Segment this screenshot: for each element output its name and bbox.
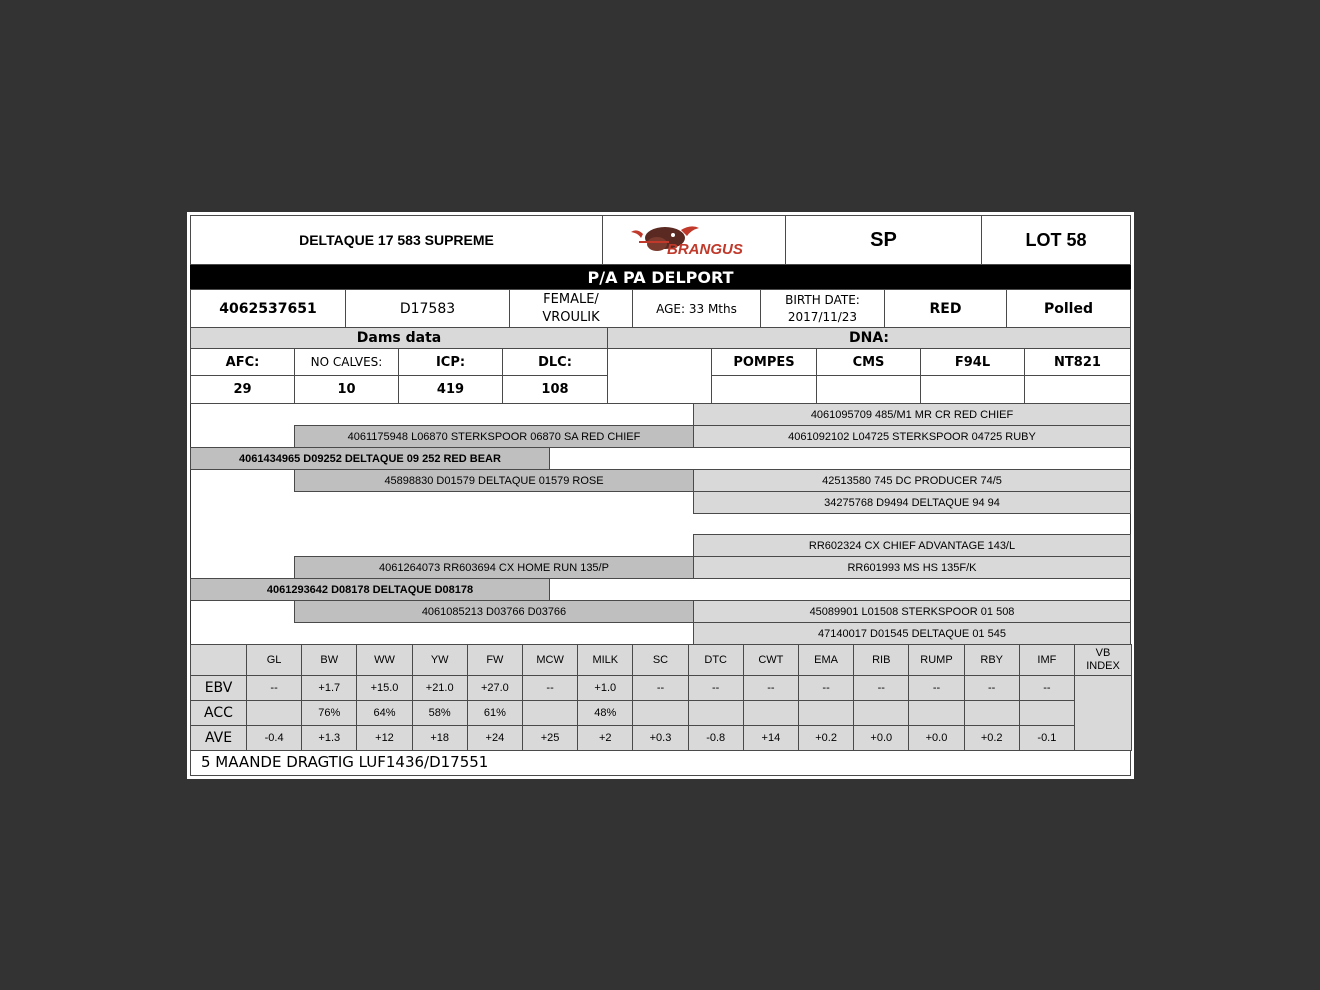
dlc-value: 108 <box>502 375 608 404</box>
ebv-cell-ebv-imf: -- <box>1019 675 1075 701</box>
ebv-cell-acc-ema <box>798 700 854 726</box>
animal-name: DELTAQUE 17 583 SUPREME <box>190 215 603 265</box>
ebv-cell-ebv-cwt: -- <box>743 675 799 701</box>
ebv-cell-ave-cwt: +14 <box>743 725 799 751</box>
pedigree-dam: 4061293642 D08178 DELTAQUE D08178 <box>190 578 550 601</box>
birth-date-label: BIRTH DATE: <box>785 292 860 307</box>
ebv-cell-acc-milk: 48% <box>577 700 633 726</box>
no-calves-value: 10 <box>294 375 399 404</box>
afc-value: 29 <box>190 375 295 404</box>
animal-id: D17583 <box>345 289 510 328</box>
ebv-cell-ave-milk: +2 <box>577 725 633 751</box>
pedigree-dam-dam: 4061085213 D03766 D03766 <box>294 600 694 623</box>
ebv-cell-ebv-mcw: -- <box>522 675 578 701</box>
ebv-cell-ave-dtc: -0.8 <box>688 725 744 751</box>
vb-index-label-2: INDEX <box>1086 660 1120 672</box>
ebv-cell-ave-yw: +18 <box>412 725 468 751</box>
ebv-cell-ave-rump: +0.0 <box>908 725 964 751</box>
vb-index-label-1: VB <box>1095 647 1111 659</box>
ebv-cell-ebv-rib: -- <box>853 675 909 701</box>
ebv-cell-ebv-yw: +21.0 <box>412 675 468 701</box>
logo-text: BRANGUS <box>667 241 743 258</box>
ebv-col-fw: FW <box>467 644 523 676</box>
ebv-row-label-ebv: EBV <box>190 675 247 701</box>
dna-blank-cell <box>607 348 712 404</box>
ebv-cell-ave-rib: +0.0 <box>853 725 909 751</box>
pedigree-dam-dam-dam: 47140017 D01545 DELTAQUE 01 545 <box>693 622 1131 645</box>
ebv-cell-acc-rby <box>964 700 1020 726</box>
ebv-cell-ebv-dtc: -- <box>688 675 744 701</box>
icp-label: ICP: <box>398 348 503 376</box>
pedigree-sire-sire-sire: 4061095709 485/M1 MR CR RED CHIEF <box>693 403 1131 426</box>
birth-date-field <box>760 289 885 328</box>
ebv-col-ema: EMA <box>798 644 854 676</box>
ebv-cell-ave-imf: -0.1 <box>1019 725 1075 751</box>
ebv-col-rump: RUMP <box>908 644 964 676</box>
brangus-logo <box>602 215 786 265</box>
footer-note: 5 MAANDE DRAGTIG LUF1436/D17551 <box>190 748 1131 776</box>
ebv-cell-ebv-fw: +27.0 <box>467 675 523 701</box>
ebv-cell-ave-mcw: +25 <box>522 725 578 751</box>
pedigree-sire-dam-dam: 34275768 D9494 DELTAQUE 94 94 <box>693 491 1131 514</box>
dna-pompes-value <box>711 375 817 404</box>
ebv-cell-acc-fw: 61% <box>467 700 523 726</box>
dams-data-header: Dams data <box>190 327 608 349</box>
sex-field <box>509 289 633 328</box>
pedigree-dam-dam-sire: 45089901 L01508 STERKSPOOR 01 508 <box>693 600 1131 623</box>
ebv-cell-ave-ema: +0.2 <box>798 725 854 751</box>
ebv-col-vb-index <box>1074 644 1132 676</box>
vb-index-value <box>1074 675 1132 751</box>
dna-f94l-value <box>920 375 1025 404</box>
ebv-cell-acc-ww: 64% <box>356 700 412 726</box>
ebv-col-rib: RIB <box>853 644 909 676</box>
ebv-col-mcw: MCW <box>522 644 578 676</box>
ebv-col-dtc: DTC <box>688 644 744 676</box>
sex-line-1: FEMALE/ <box>543 291 599 307</box>
ebv-cell-acc-bw: 76% <box>301 700 357 726</box>
ebv-cell-ebv-rby: -- <box>964 675 1020 701</box>
colour-field: RED <box>884 289 1007 328</box>
ebv-cell-ebv-rump: -- <box>908 675 964 701</box>
ebv-cell-acc-cwt <box>743 700 799 726</box>
pedigree-sire-sire: 4061175948 L06870 STERKSPOOR 06870 SA RED CHIEF <box>294 425 694 448</box>
dlc-label: DLC: <box>502 348 608 376</box>
ebv-header-corner <box>190 644 247 676</box>
pedigree-dam-sire: 4061264073 RR603694 CX HOME RUN 135/P <box>294 556 694 579</box>
dna-f94l-label: F94L <box>920 348 1025 376</box>
ebv-col-gl: GL <box>246 644 302 676</box>
ebv-cell-ave-bw: +1.3 <box>301 725 357 751</box>
ebv-cell-ebv-bw: +1.7 <box>301 675 357 701</box>
code-label: SP <box>785 215 982 265</box>
no-calves-label: NO CALVES: <box>294 348 399 376</box>
ebv-col-milk: MILK <box>577 644 633 676</box>
ebv-col-cwt: CWT <box>743 644 799 676</box>
icp-value: 419 <box>398 375 503 404</box>
ebv-cell-acc-yw: 58% <box>412 700 468 726</box>
dna-nt821-label: NT821 <box>1024 348 1131 376</box>
dna-nt821-value <box>1024 375 1131 404</box>
lot-number: LOT 58 <box>981 215 1131 265</box>
pedigree-dam-sire-sire: RR602324 CX CHIEF ADVANTAGE 143/L <box>693 534 1131 557</box>
ebv-cell-ave-gl: -0.4 <box>246 725 302 751</box>
horn-status: Polled <box>1006 289 1131 328</box>
pedigree-sire-sire-dam: 4061092102 L04725 STERKSPOOR 04725 RUBY <box>693 425 1131 448</box>
ebv-col-imf: IMF <box>1019 644 1075 676</box>
ebv-cell-ave-rby: +0.2 <box>964 725 1020 751</box>
lot-card <box>187 212 1134 779</box>
ebv-col-rby: RBY <box>964 644 1020 676</box>
ebv-cell-acc-rump <box>908 700 964 726</box>
ebv-cell-ave-fw: +24 <box>467 725 523 751</box>
ebv-col-ww: WW <box>356 644 412 676</box>
registration-number: 4062537651 <box>190 289 346 328</box>
ebv-cell-acc-mcw <box>522 700 578 726</box>
ebv-row-label-acc: ACC <box>190 700 247 726</box>
dna-cms-label: CMS <box>816 348 921 376</box>
ebv-cell-ave-ww: +12 <box>356 725 412 751</box>
age-field: AGE: 33 Mths <box>632 289 761 328</box>
ebv-cell-acc-imf <box>1019 700 1075 726</box>
breeder-name: P/A PA DELPORT <box>190 265 1131 289</box>
sex-line-2: VROULIK <box>542 309 600 325</box>
dna-pompes-label: POMPES <box>711 348 817 376</box>
ebv-cell-acc-gl <box>246 700 302 726</box>
ebv-cell-ebv-ema: -- <box>798 675 854 701</box>
dna-header: DNA: <box>607 327 1131 349</box>
birth-date-value: 2017/11/23 <box>787 309 858 324</box>
pedigree-sire-dam: 45898830 D01579 DELTAQUE 01579 ROSE <box>294 469 694 492</box>
afc-label: AFC: <box>190 348 295 376</box>
pedigree-sire: 4061434965 D09252 DELTAQUE 09 252 RED BEAR <box>190 447 550 470</box>
ebv-cell-ebv-ww: +15.0 <box>356 675 412 701</box>
dna-cms-value <box>816 375 921 404</box>
ebv-cell-acc-dtc <box>688 700 744 726</box>
ebv-cell-ebv-milk: +1.0 <box>577 675 633 701</box>
ebv-row-label-ave: AVE <box>190 725 247 751</box>
ebv-cell-ebv-gl: -- <box>246 675 302 701</box>
ebv-col-sc: SC <box>632 644 688 676</box>
ebv-col-bw: BW <box>301 644 357 676</box>
bull-logo-icon <box>629 220 759 260</box>
ebv-cell-acc-rib <box>853 700 909 726</box>
pedigree-dam-sire-dam: RR601993 MS HS 135F/K <box>693 556 1131 579</box>
ebv-cell-acc-sc <box>632 700 688 726</box>
pedigree-sire-dam-sire: 42513580 745 DC PRODUCER 74/5 <box>693 469 1131 492</box>
ebv-cell-ebv-sc: -- <box>632 675 688 701</box>
ebv-cell-ave-sc: +0.3 <box>632 725 688 751</box>
ebv-col-yw: YW <box>412 644 468 676</box>
